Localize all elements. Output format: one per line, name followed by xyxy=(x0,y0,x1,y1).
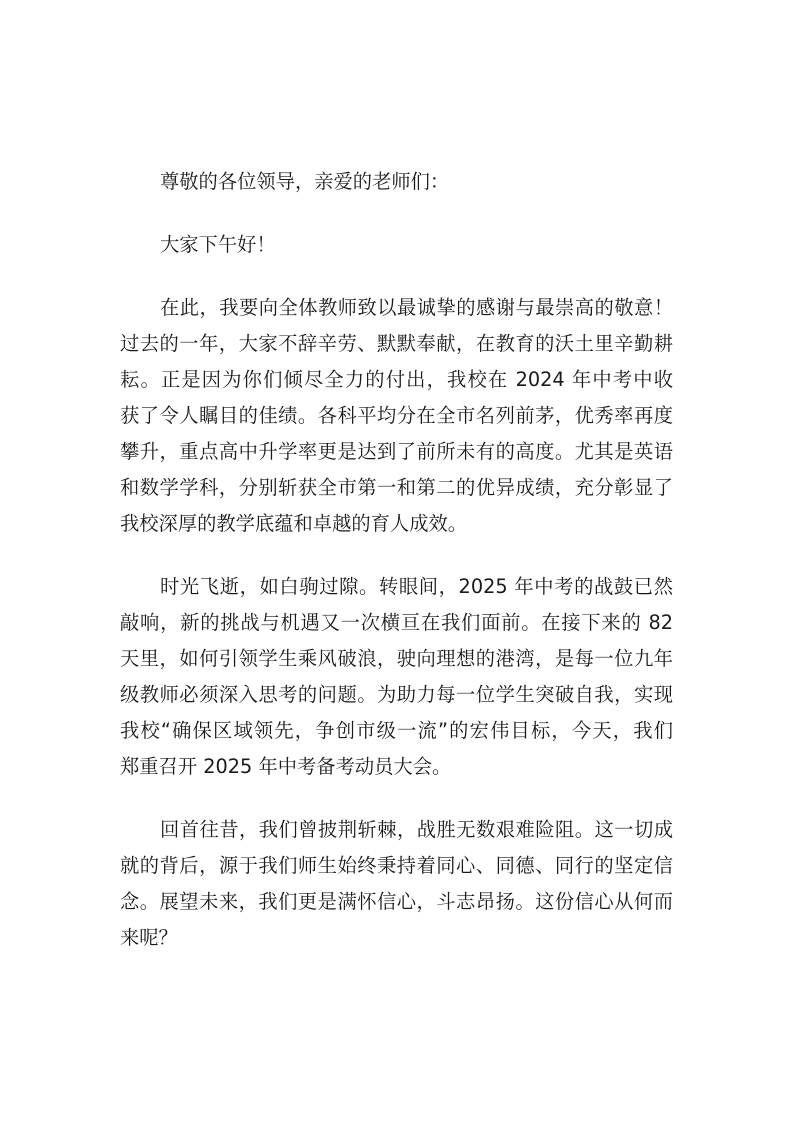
paragraph xyxy=(120,812,673,956)
text-line: 天里，如何引领学生乘风破浪，驶向理想的港湾，是每一位九年 xyxy=(120,647,673,670)
text-line: 我校“确保区域领先，争创市级一流”的宏伟目标，今天，我们 xyxy=(120,719,673,742)
text-line: 获了令人瞩目的佳绩。各科平均分在全市名列前茅，优秀率再度 xyxy=(120,404,673,427)
paragraph xyxy=(120,164,673,200)
paragraph xyxy=(120,227,673,263)
text-line: 级教师必须深入思考的问题。为助力每一位学生突破自我，实现 xyxy=(120,683,673,706)
text-line: 敲响，新的挑战与机遇又一次横亘在我们面前。在接下来的 82 xyxy=(120,611,673,634)
text-line: 回首往昔，我们曾披荆斩棘，战胜无数艰难险阻。这一切成 xyxy=(160,818,673,841)
text-line: 念。展望未来，我们更是满怀信心，斗志昂扬。这份信心从何而 xyxy=(120,890,673,913)
text-line: 过去的一年，大家不辞辛劳、默默奉献，在教育的沃土里辛勤耕 xyxy=(120,332,673,355)
paragraph xyxy=(120,569,673,785)
text-line: 来呢？ xyxy=(120,926,178,949)
text-line: 耘。正是因为你们倾尽全力的付出，我校在 2024 年中考中收 xyxy=(120,368,673,391)
paragraph xyxy=(120,290,673,542)
text-line: 我校深厚的教学底蕴和卓越的育人成效。 xyxy=(120,512,468,535)
text-line: 大家下午好！ xyxy=(160,233,276,256)
text-line: 攀升，重点高中升学率更是达到了前所未有的高度。尤其是英语 xyxy=(120,440,673,463)
text-line: 尊敬的各位领导，亲爱的老师们： xyxy=(160,170,450,193)
text-line: 郑重召开 2025 年中考备考动员大会。 xyxy=(120,755,452,778)
document-body xyxy=(120,164,673,983)
text-line: 就的背后，源于我们师生始终秉持着同心、同德、同行的坚定信 xyxy=(120,854,673,877)
text-line: 在此，我要向全体教师致以最诚挚的感谢与最崇高的敬意！ xyxy=(160,296,673,319)
text-line: 时光飞逝，如白驹过隙。转眼间，2025 年中考的战鼓已然 xyxy=(160,575,673,598)
text-line: 和数学学科，分别斩获全市第一和第二的优异成绩，充分彰显了 xyxy=(120,476,673,499)
